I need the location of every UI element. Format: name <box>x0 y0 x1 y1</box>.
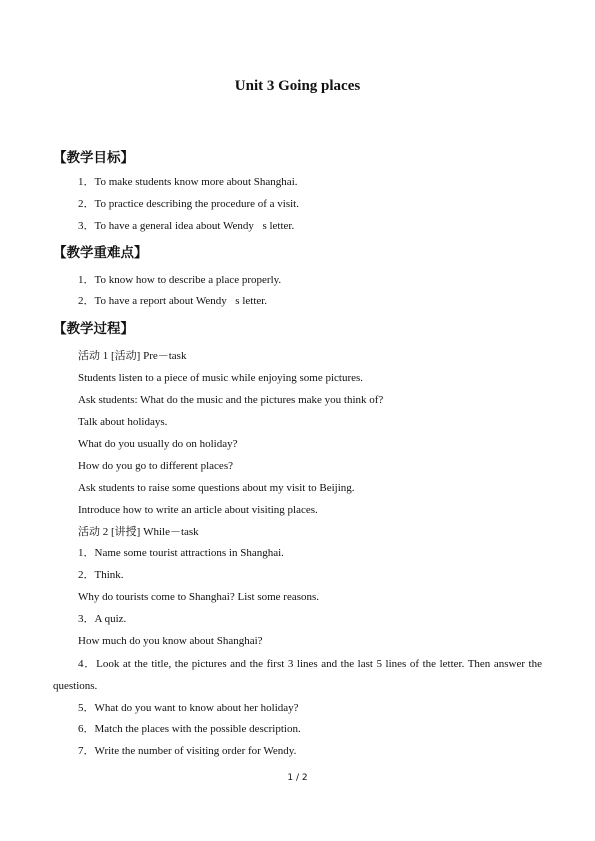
activity-1-heading: 活动 1 [活动] Pre－task <box>78 350 187 362</box>
process-line: Ask students to raise some questions about my visit to Beijing. <box>78 482 355 494</box>
objective-item-1: 1．To make students know more about Shanghai. <box>78 176 298 188</box>
key-point-item-1: 1．To know how to describe a place properly. <box>78 274 282 286</box>
process-line: What do you usually do on holiday? <box>78 438 238 450</box>
process-paragraph: 4．Look at the title, the pictures and the first 3 lines and the last 5 lines of the letter. Then answer the questions. <box>53 658 542 692</box>
objective-item-3: 3．To have a general idea about Wendy s letter. <box>78 220 295 232</box>
process-line: Ask students: What do the music and the pictures make you think of? <box>78 394 384 406</box>
section-heading-process: 【教学过程】 <box>53 321 134 337</box>
key-point-item-2: 2．To have a report about Wendy s letter. <box>78 295 268 307</box>
process-line: 1．Name some tourist attractions in Shanghai. <box>78 547 284 559</box>
process-line: How do you go to different places? <box>78 460 233 472</box>
process-line: Talk about holidays. <box>78 416 168 428</box>
section-heading-key-points: 【教学重难点】 <box>53 245 148 261</box>
process-line: 7．Write the number of visiting order for Wendy. <box>78 745 297 757</box>
activity-2-heading: 活动 2 [讲授] While－task <box>78 526 199 538</box>
process-line: 2．Think. <box>78 569 124 581</box>
process-line: Introduce how to write an article about visiting places. <box>78 504 318 516</box>
objective-item-2: 2．To practice describing the procedure of a visit. <box>78 198 299 210</box>
process-line: 3．A quiz. <box>78 613 127 625</box>
page-number: 1 / 2 <box>287 773 308 783</box>
document-title: Unit 3 Going places <box>234 78 361 94</box>
section-heading-objectives: 【教学目标】 <box>53 150 134 166</box>
process-line: 6．Match the places with the possible description. <box>78 723 301 735</box>
process-line: Students listen to a piece of music while enjoying some pictures. <box>78 372 364 384</box>
process-line: 5．What do you want to know about her holiday? <box>78 702 299 714</box>
process-line: How much do you know about Shanghai? <box>78 635 263 647</box>
process-line: Why do tourists come to Shanghai? List some reasons. <box>78 591 320 603</box>
